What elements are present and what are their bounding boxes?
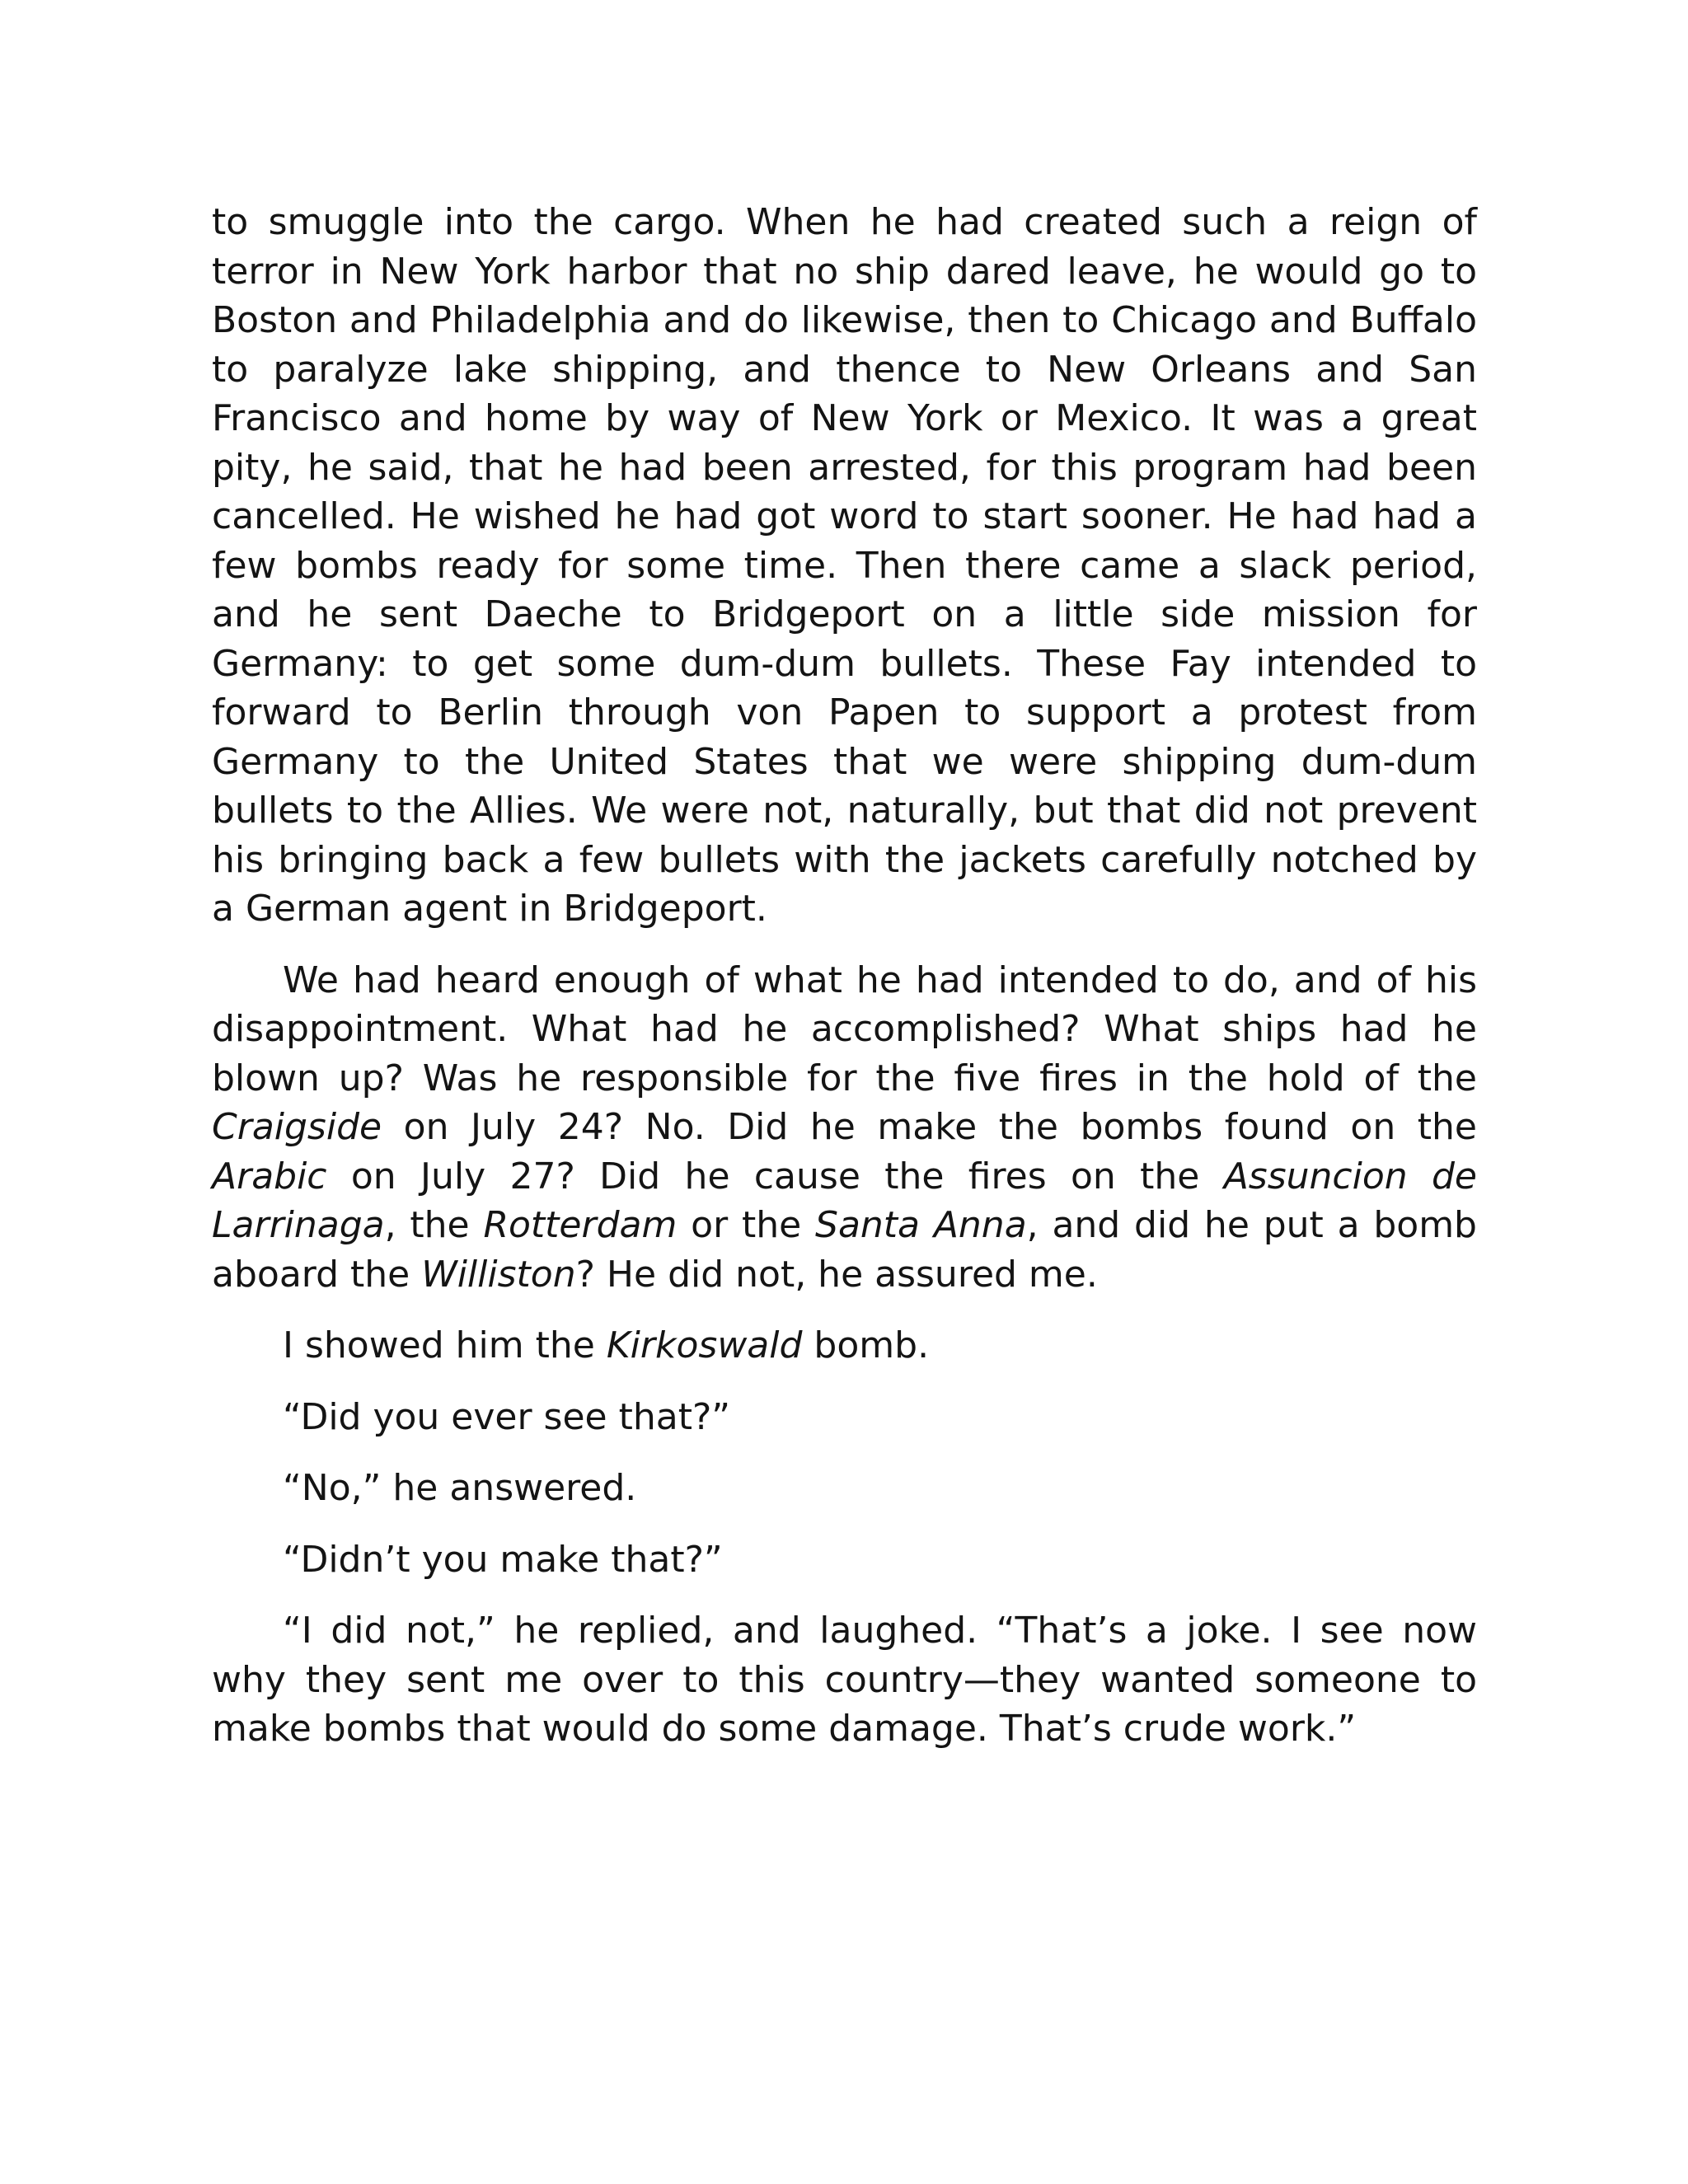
ship-name-arabic: Arabic <box>212 1155 327 1197</box>
paragraph-2 <box>212 956 1477 1300</box>
dialogue-line: “Didn’t you make that?” <box>283 1538 723 1581</box>
text-segment: We had heard enough of what he had intended to do, and of his disappointment. What had he accomplished? What ships had he blown up? Was he responsible for the five fires in the hold of the <box>212 958 1477 1099</box>
paragraph-3 <box>212 1321 1477 1371</box>
body-text <box>212 198 1477 1776</box>
paragraph-7 <box>212 1606 1477 1754</box>
ship-name-kirkoswald: Kirkoswald <box>606 1324 803 1366</box>
text-segment: on July 27? Did he cause the fires on the <box>326 1155 1224 1197</box>
text-segment: I showed him the <box>283 1324 607 1366</box>
paragraph-1 <box>212 198 1477 934</box>
ship-name-rotterdam: Rotterdam <box>483 1204 678 1246</box>
dialogue-line: “Did you ever see that?” <box>283 1395 731 1438</box>
dialogue-line: “No,” he answered. <box>283 1467 637 1509</box>
dialogue-line: “I did not,” he replied, and laughed. “That’s a joke. I see now why they sent me over to this country—they wanted someone to make bombs that would do some damage. That’s crude work.” <box>212 1610 1477 1750</box>
text-segment: , and did he put a bomb aboard the <box>212 1204 1477 1296</box>
paragraph-5 <box>212 1464 1477 1513</box>
text-segment: on July 24? No. Did he make the bombs found on the <box>382 1106 1477 1148</box>
paragraph-6 <box>212 1535 1477 1585</box>
ship-name-assuncion: Assuncion de Larrinaga <box>212 1155 1477 1246</box>
text-segment: ? He did not, he assured me. <box>575 1253 1098 1296</box>
ship-name-williston: Williston <box>421 1253 576 1296</box>
text-segment: to smuggle into the cargo. When he had created such a reign of terror in New York harbor that no ship dared leave, he would go to Boston and Philadelphia and do likewise, then to Chicago and Buffalo to paralyze lake shipping, and thence to New Orleans and San Francisco and home by way of New York or Mexico. It was a great pity, he said, that he had been arrested, for this program had been cancelled. He wished he had got word to start sooner. He had had a few bombs ready for some time. Then there came a slack period, and he sent Daeche to Bridgeport on a little side mission for Germany: to get some dum-dum bullets. These Fay intended to forward to Berlin through von Papen to support a protest from Germany to the United States that we were shipping dum-dum bullets to the Allies. We were not, naturally, but that did not prevent his bringing back a few bullets with the jackets carefully notched by a German agent in Bridgeport. <box>212 201 1477 930</box>
text-segment: , the <box>384 1204 484 1246</box>
ship-name-santa-anna: Santa Anna <box>815 1204 1027 1246</box>
text-segment: or the <box>677 1204 816 1246</box>
ship-name-craigside: Craigside <box>212 1106 382 1148</box>
text-segment: bomb. <box>802 1324 930 1366</box>
paragraph-4 <box>212 1393 1477 1442</box>
